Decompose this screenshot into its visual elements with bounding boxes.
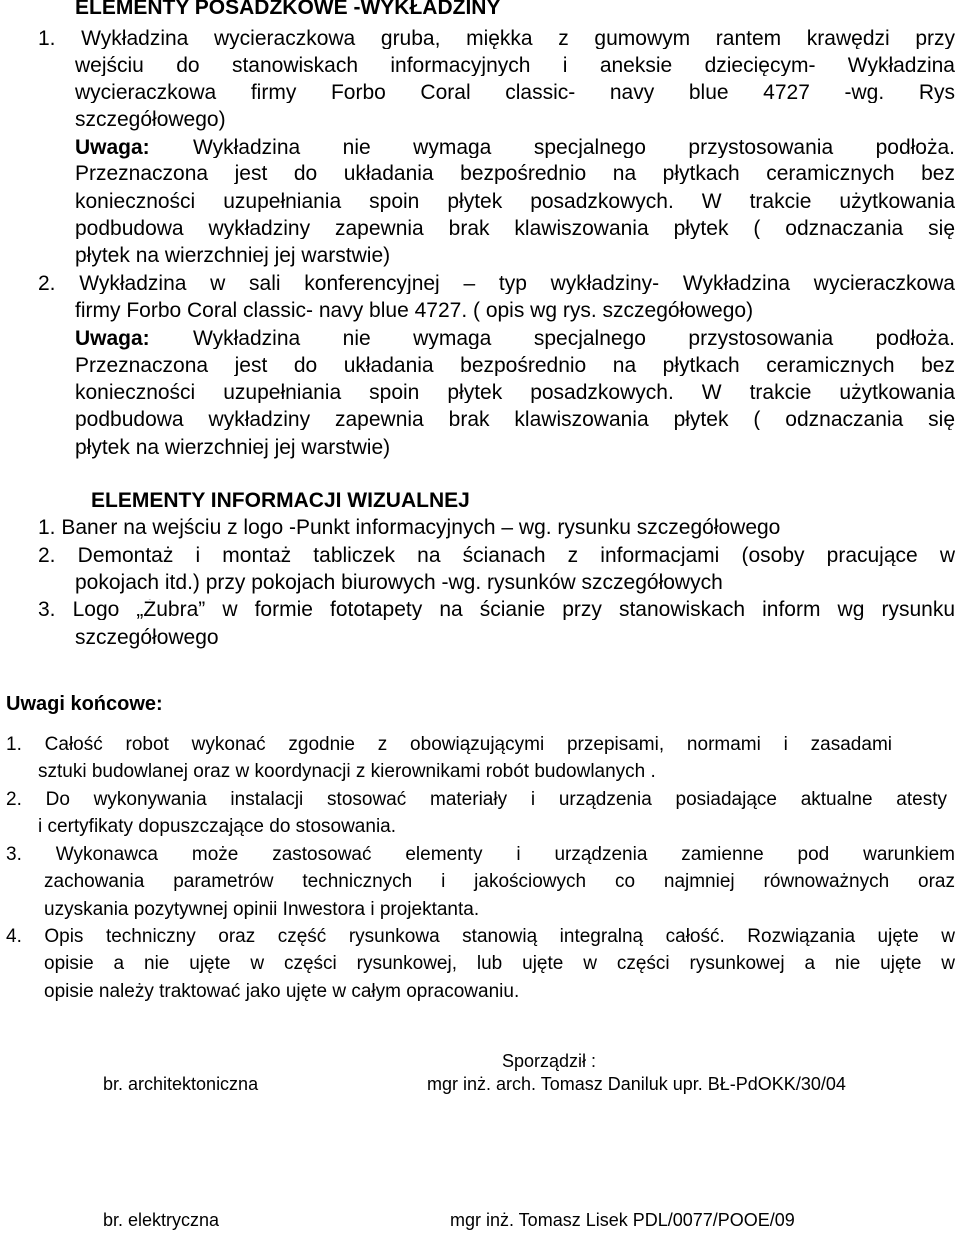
architect-signature-text: mgr inż. arch. Tomasz Daniluk upr. BŁ-PdOKK/30/04 [427,1074,846,1094]
text-line: pokojach itd.) przy pokojach biurowych -wg. rysunków szczegółowych [75,571,723,594]
text-line: i certyfikaty dopuszczające do stosowania. [38,816,397,837]
text-line: wejściu do stanowiskach informacyjnych i aneksie dziecięcym- Wykładzina [75,55,955,76]
branch-architecture-label: br. architektoniczna [103,1074,259,1094]
branch-electrical-label: br. elektryczna [103,1210,220,1230]
prepared-by-label: Sporządził : [502,1051,597,1071]
list-item: 2. Demontaż i montaż tabliczek na ścianach z informacjami (osoby pracujące w [38,545,955,566]
list-item: 4. Opis techniczny oraz część rysunkowa stanowią integralną całość. Rozwiązania ujęte w [6,927,955,946]
text-line: konieczności uzupełniania spoin płytek posadzkowych. W trakcie użytkowania [75,382,955,403]
note-line [75,328,955,349]
text-line: uzyskania pozytywnej opinii Inwestora i projektanta. [44,899,480,920]
list-item: 3. Wykonawca może zastosować elementy i urządzenia zamienne pod warunkiem [6,845,955,864]
final-notes-heading: Uwagi końcowe: [6,693,163,715]
note-text: Wykładzina nie wymaga specjalnego przystosowania podłoża. [193,137,955,158]
text-line: szczegółowego [75,626,219,649]
section-heading-visual-info: ELEMENTY INFORMACJI WIZUALNEJ [91,489,470,512]
list-item: 1. Baner na wejściu z logo -Punkt informacyjnych – wg. rysunku szczegółowego [38,516,781,539]
text-line: 2. Wykładzina w sali konferencyjnej – typ wykładziny- Wykładzina wycieraczkowa [38,273,955,294]
note-label: Uwaga: [75,136,150,159]
list-item: 2. Do wykonywania instalacji stosować materiały i urządzenia posiadające aktualne atesty [6,790,947,809]
section-heading-floor-elements: ELEMENTY POSADZKOWE -WYKŁADZINY [75,0,501,19]
text-line: Przeznaczona jest do układania bezpośrednio na płytkach ceramicznych bez [75,355,955,376]
text-line: szczegółowego) [75,108,226,131]
text-line: 1. Wykładzina wycieraczkowa gruba, miękka z gumowym rantem krawędzi przy [38,28,955,49]
text-line: podbudowa wykładziny zapewnia brak klawiszowania płytek ( odznaczania się [75,218,955,239]
note-label: Uwaga: [75,327,150,350]
text-line: podbudowa wykładziny zapewnia brak klawiszowania płytek ( odznaczania się [75,409,955,430]
electrician-signature-text: mgr inż. Tomasz Lisek PDL/0077/POOE/09 [450,1210,795,1230]
note-text: Wykładzina nie wymaga specjalnego przystosowania podłoża. [193,328,955,349]
text-line: konieczności uzupełniania spoin płytek posadzkowych. W trakcie użytkowania [75,191,955,212]
text-line: Przeznaczona jest do układania bezpośrednio na płytkach ceramicznych bez [75,163,955,184]
text-line: firmy Forbo Coral classic- navy blue 4727. ( opis wg rys. szczegółowego) [75,299,754,322]
list-item: 3. Logo „Żubra” w formie fototapety na ścianie przy stanowiskach inform wg rysunku [38,599,955,620]
text-line: opisie należy traktować jako ujęte w całym opracowaniu. [44,981,520,1002]
note-line [75,137,955,158]
list-item: 1. Całość robot wykonać zgodnie z obowiązującymi przepisami, normami i zasadami [6,735,892,754]
text-line: wycieraczkowa firmy Forbo Coral classic- navy blue 4727 -wg. Rys [75,82,955,103]
text-line: opisie a nie ujęte w części rysunkowej, lub ujęte w części rysunkowej a nie ujęte w [44,954,955,973]
text-line: sztuki budowlanej oraz w koordynacji z kierownikami robót budowlanych . [38,761,656,782]
text-line: płytek na wierzchniej jej warstwie) [75,244,391,267]
text-line: płytek na wierzchniej jej warstwie) [75,436,391,459]
text-line: zachowania parametrów technicznych i jakościowych co najmniej równoważnych oraz [44,872,955,891]
